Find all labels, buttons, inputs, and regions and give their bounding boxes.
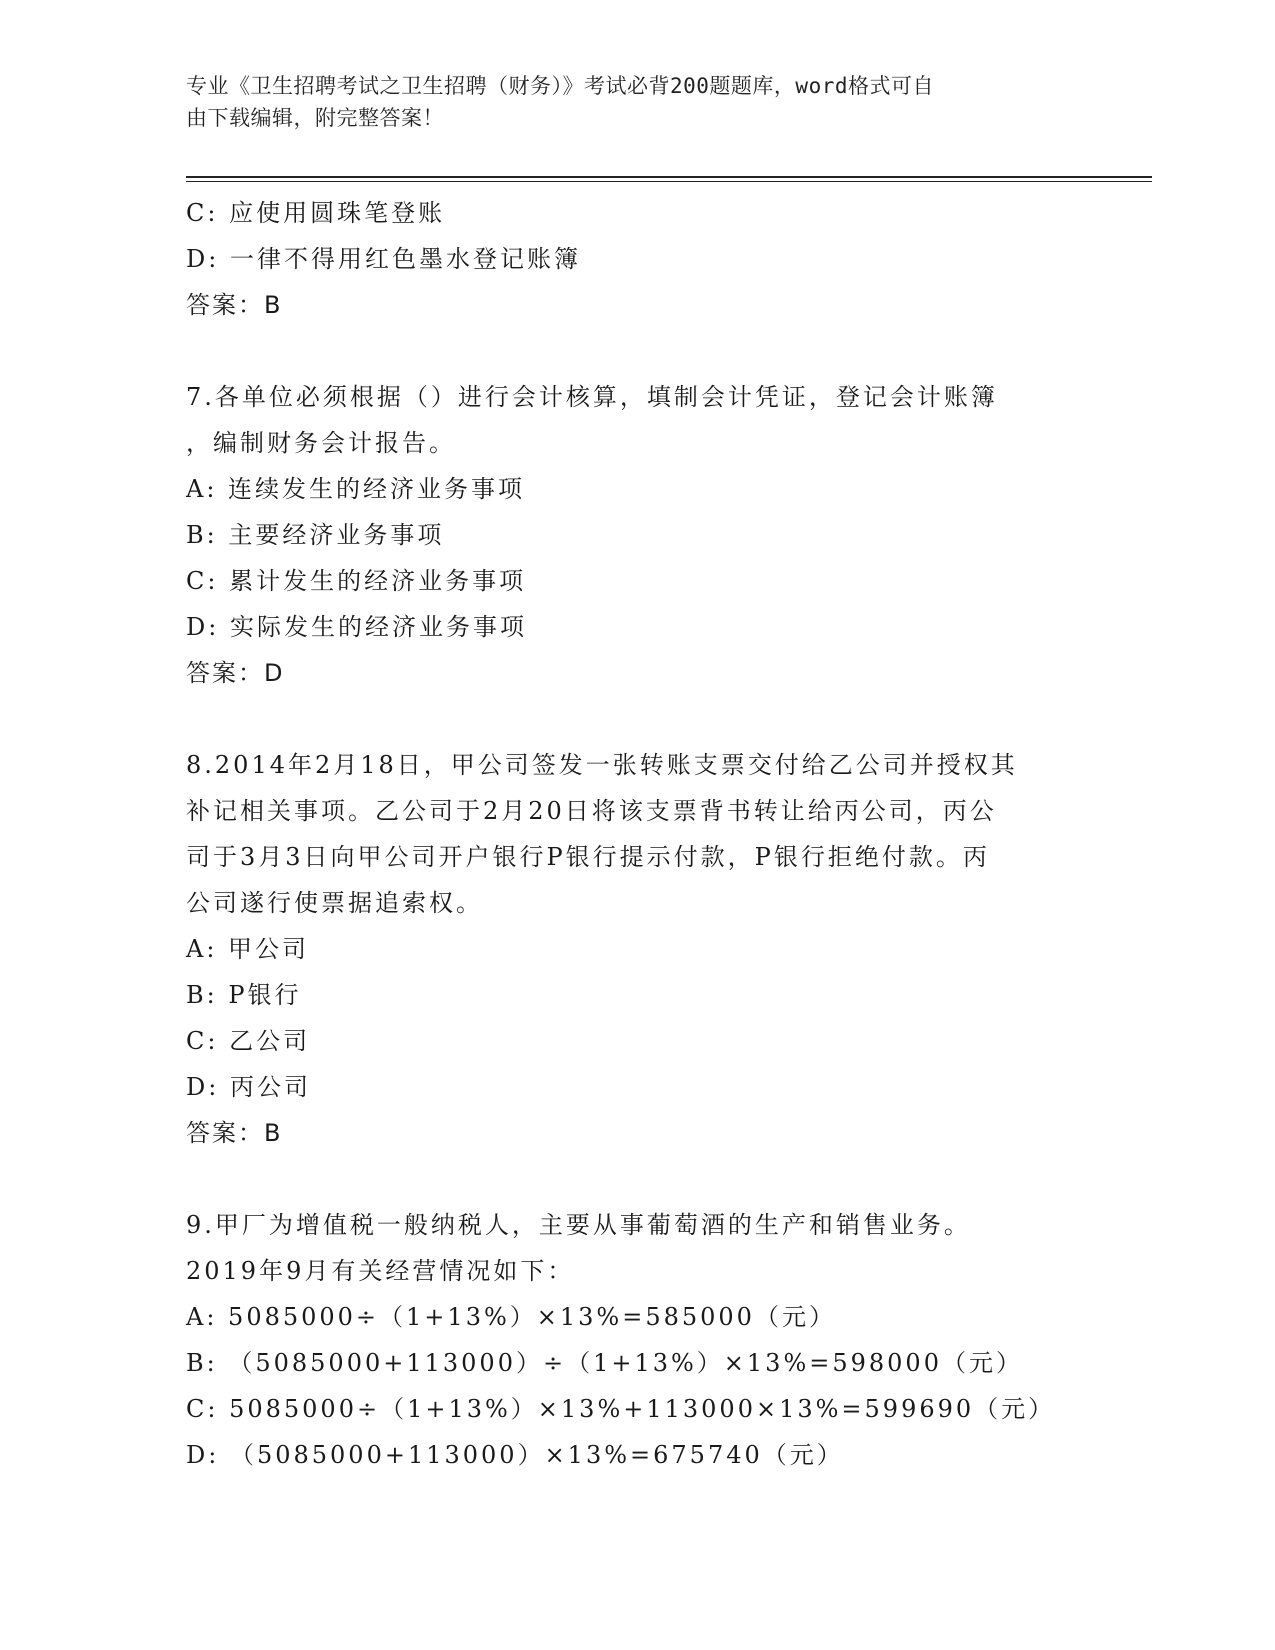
prev-question [186,190,1086,328]
question-stem-line: 2019年9月有关经营情况如下： [186,1257,575,1285]
spacer [186,328,1086,374]
document-header [186,70,1086,134]
question-stem-line: 司于3月3日向甲公司开户银行P银行提示付款，P银行拒绝付款。丙 [186,843,990,871]
question-stem-line: 8.2014年2月18日，甲公司签发一张转账支票交付给乙公司并授权其 [186,751,1018,779]
answer: 答案：D [186,659,285,687]
option-b: B: （5085000+113000）÷（1+13%）×13%=598000（元） [186,1349,1023,1377]
answer: 答案：B [186,291,283,319]
header-rule-thin [186,181,1152,182]
option-c: C: 应使用圆珠笔登账 [186,199,446,227]
document-body [186,190,1086,1478]
answer: 答案：B [186,1119,283,1147]
spacer [186,696,1086,742]
option-b: B: P银行 [186,981,302,1009]
option-a: A: 5085000÷（1+13%）×13%=585000（元） [186,1303,836,1331]
option-c: C: 累计发生的经济业务事项 [186,567,527,595]
question-stem-line: ，编制财务会计报告。 [186,429,456,457]
header-line-2: 由下载编辑，附完整答案！ [186,106,444,130]
question-stem-line: 补记相关事项。乙公司于2月20日将该支票背书转让给丙公司，丙公 [186,797,997,825]
question-stem-line: 公司遂行使票据追索权。 [186,889,483,917]
option-d: D: （5085000+113000）×13%=675740（元） [186,1441,844,1469]
option-c: C: 5085000÷（1+13%）×13%+113000×13%=599690（元） [186,1395,1056,1423]
question-8 [186,742,1086,1156]
option-c: C: 乙公司 [186,1027,311,1055]
header-rule-thick [186,176,1152,178]
option-b: B: 主要经济业务事项 [186,521,445,549]
option-d: D: 一律不得用红色墨水登记账簿 [186,245,581,273]
option-a: A: 甲公司 [186,935,310,963]
question-stem-line: 7.各单位必须根据（）进行会计核算，填制会计凭证，登记会计账簿 [186,383,998,411]
question-9 [186,1202,1086,1478]
spacer [186,1156,1086,1202]
option-a: A: 连续发生的经济业务事项 [186,475,526,503]
header-line-1: 专业《卫生招聘考试之卫生招聘（财务）》考试必背200题题库，word格式可自 [186,74,934,98]
question-stem-line: 9.甲厂为增值税一般纳税人，主要从事葡萄酒的生产和销售业务。 [186,1211,971,1239]
option-d: D: 实际发生的经济业务事项 [186,613,527,641]
option-d: D: 丙公司 [186,1073,311,1101]
question-7 [186,374,1086,696]
